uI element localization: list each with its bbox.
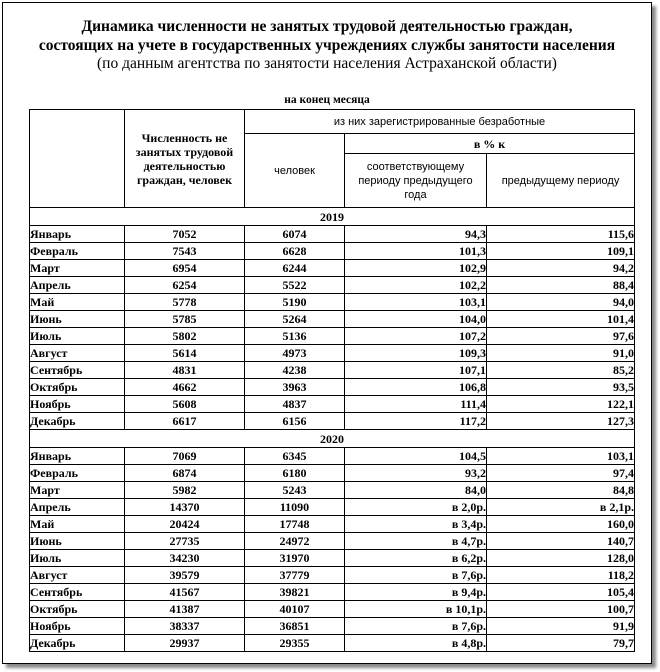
document-frame [2,2,652,664]
month-cell: Январь [30,448,125,465]
total-cell: 5785 [125,311,245,328]
total-cell: 5778 [125,294,245,311]
total-cell: 5614 [125,345,245,362]
pct-prev-year-cell: 94,3 [345,226,487,243]
pct-prev-period-cell: 105,4 [487,584,635,601]
unemployed-cell: 5522 [245,277,345,294]
table-row [30,567,635,584]
pct-prev-year-cell: 93,2 [345,465,487,482]
unemployed-cell: 6345 [245,448,345,465]
total-cell: 5802 [125,328,245,345]
pct-prev-period-cell: 100,7 [487,601,635,618]
total-cell: 7052 [125,226,245,243]
period-label: на конец месяца [284,94,370,106]
month-cell: Ноябрь [30,396,125,413]
pct-prev-period-cell: 115,6 [487,226,635,243]
pct-prev-year-cell: 103,1 [345,294,487,311]
pct-prev-year-cell: 107,1 [345,362,487,379]
table-row [30,601,635,618]
pct-prev-period-cell: 160,0 [487,516,635,533]
year-row [30,430,635,448]
month-cell: Март [30,260,125,277]
unemployed-cell: 40107 [245,601,345,618]
total-cell: 6254 [125,277,245,294]
header-month-blank [30,110,125,208]
month-cell: Февраль [30,465,125,482]
month-cell: Май [30,294,125,311]
unemployed-cell: 3963 [245,379,345,396]
month-cell: Июнь [30,311,125,328]
total-cell: 4662 [125,379,245,396]
header-pct-prev-year: соответствующему периоду предыдущего года [345,154,487,208]
month-cell: Январь [30,226,125,243]
table-row [30,550,635,567]
year-label: 2019 [30,208,635,226]
month-cell: Сентябрь [30,584,125,601]
month-cell: Июнь [30,533,125,550]
pct-prev-period-cell: 128,0 [487,550,635,567]
pct-prev-year-cell: 111,4 [345,396,487,413]
table-row [30,516,635,533]
unemployed-cell: 5136 [245,328,345,345]
total-cell: 5982 [125,482,245,499]
pct-prev-year-cell: 117,2 [345,413,487,430]
unemployed-cell: 11090 [245,499,345,516]
unemployed-cell: 39821 [245,584,345,601]
total-cell: 4831 [125,362,245,379]
year-label: 2020 [30,430,635,448]
header-percent: в % к [345,134,635,154]
unemployed-cell: 4837 [245,396,345,413]
total-cell: 39579 [125,567,245,584]
total-cell: 41387 [125,601,245,618]
total-cell: 29937 [125,635,245,652]
pct-prev-period-cell: 101,4 [487,311,635,328]
pct-prev-year-cell: в 7,6р. [345,567,487,584]
pct-prev-period-cell: 94,2 [487,260,635,277]
table-row [30,243,635,260]
unemployed-cell: 6156 [245,413,345,430]
pct-prev-period-cell: 91,9 [487,618,635,635]
pct-prev-year-cell: в 9,4р. [345,584,487,601]
unemployed-cell: 5243 [245,482,345,499]
pct-prev-period-cell: 84,8 [487,482,635,499]
unemployed-cell: 6074 [245,226,345,243]
month-cell: Декабрь [30,413,125,430]
month-cell: Ноябрь [30,618,125,635]
month-cell: Октябрь [30,379,125,396]
table-row [30,635,635,652]
pct-prev-period-cell: 97,4 [487,465,635,482]
table-row [30,533,635,550]
unemployment-table [29,109,635,652]
table-row [30,226,635,243]
pct-prev-period-cell: 79,7 [487,635,635,652]
header-total: Численность не занятых трудовой деятельностью граждан, человек [125,110,245,208]
month-cell: Апрель [30,277,125,294]
month-cell: Июль [30,328,125,345]
unemployed-cell: 6628 [245,243,345,260]
month-cell: Июль [30,550,125,567]
table-row [30,294,635,311]
title-line-2: состоящих на учете в государственных учреждениях службы занятости населения [38,37,616,54]
pct-prev-period-cell: в 2,1р. [487,499,635,516]
unemployed-cell: 5190 [245,294,345,311]
pct-prev-period-cell: 109,1 [487,243,635,260]
year-row [30,208,635,226]
total-cell: 7069 [125,448,245,465]
pct-prev-year-cell: в 6,2р. [345,550,487,567]
pct-prev-year-cell: 101,3 [345,243,487,260]
pct-prev-period-cell: 97,6 [487,328,635,345]
total-cell: 6954 [125,260,245,277]
total-cell: 20424 [125,516,245,533]
pct-prev-period-cell: 88,4 [487,277,635,294]
table-row [30,584,635,601]
pct-prev-year-cell: 84,0 [345,482,487,499]
table-row [30,413,635,430]
table-row [30,379,635,396]
table-row [30,396,635,413]
total-cell: 34230 [125,550,245,567]
pct-prev-year-cell: 104,5 [345,448,487,465]
title-line-1: Динамика численности не занятых трудовой деятельностью граждан, [81,18,573,35]
pct-prev-year-cell: 107,2 [345,328,487,345]
table-row [30,448,635,465]
table-row [30,362,635,379]
pct-prev-period-cell: 91,0 [487,345,635,362]
month-cell: Сентябрь [30,362,125,379]
pct-prev-year-cell: 109,3 [345,345,487,362]
pct-prev-year-cell: 104,0 [345,311,487,328]
pct-prev-year-cell: в 2,0р. [345,499,487,516]
document-title [3,17,651,55]
table-row [30,260,635,277]
month-cell: Декабрь [30,635,125,652]
unemployed-cell: 24972 [245,533,345,550]
month-cell: Май [30,516,125,533]
table-row [30,465,635,482]
pct-prev-period-cell: 103,1 [487,448,635,465]
pct-prev-year-cell: 102,9 [345,260,487,277]
unemployed-cell: 31970 [245,550,345,567]
pct-prev-year-cell: 106,8 [345,379,487,396]
unemployed-cell: 36851 [245,618,345,635]
header-pct-prev-period: предыдущему периоду [487,154,635,208]
total-cell: 6617 [125,413,245,430]
table-body [30,208,635,652]
month-cell: Август [30,345,125,362]
pct-prev-year-cell: 102,2 [345,277,487,294]
pct-prev-year-cell: в 7,6р. [345,618,487,635]
month-cell: Февраль [30,243,125,260]
table-row [30,345,635,362]
unemployed-cell: 6180 [245,465,345,482]
pct-prev-period-cell: 122,1 [487,396,635,413]
total-cell: 14370 [125,499,245,516]
unemployed-cell: 5264 [245,311,345,328]
pct-prev-period-cell: 94,0 [487,294,635,311]
month-cell: Март [30,482,125,499]
header-people: человек [245,134,345,208]
total-cell: 5608 [125,396,245,413]
total-cell: 6874 [125,465,245,482]
table-row [30,499,635,516]
table-row [30,311,635,328]
pct-prev-year-cell: в 10,1р. [345,601,487,618]
table-row [30,618,635,635]
month-cell: Октябрь [30,601,125,618]
pct-prev-period-cell: 93,5 [487,379,635,396]
total-cell: 38337 [125,618,245,635]
pct-prev-year-cell: в 3,4р. [345,516,487,533]
month-cell: Август [30,567,125,584]
unemployed-cell: 4238 [245,362,345,379]
pct-prev-period-cell: 118,2 [487,567,635,584]
unemployed-cell: 37779 [245,567,345,584]
document-subtitle: (по данным агентства по занятости населения Астраханской области) [97,55,557,72]
header-group: из них зарегистрированные безработные [245,110,635,134]
unemployed-cell: 4973 [245,345,345,362]
pct-prev-period-cell: 140,7 [487,533,635,550]
unemployed-cell: 29355 [245,635,345,652]
unemployed-cell: 17748 [245,516,345,533]
unemployed-cell: 6244 [245,260,345,277]
total-cell: 41567 [125,584,245,601]
table-row [30,482,635,499]
pct-prev-year-cell: в 4,8р. [345,635,487,652]
table-row [30,277,635,294]
total-cell: 27735 [125,533,245,550]
table-row [30,328,635,345]
pct-prev-period-cell: 85,2 [487,362,635,379]
pct-prev-year-cell: в 4,7р. [345,533,487,550]
month-cell: Апрель [30,499,125,516]
pct-prev-period-cell: 127,3 [487,413,635,430]
total-cell: 7543 [125,243,245,260]
